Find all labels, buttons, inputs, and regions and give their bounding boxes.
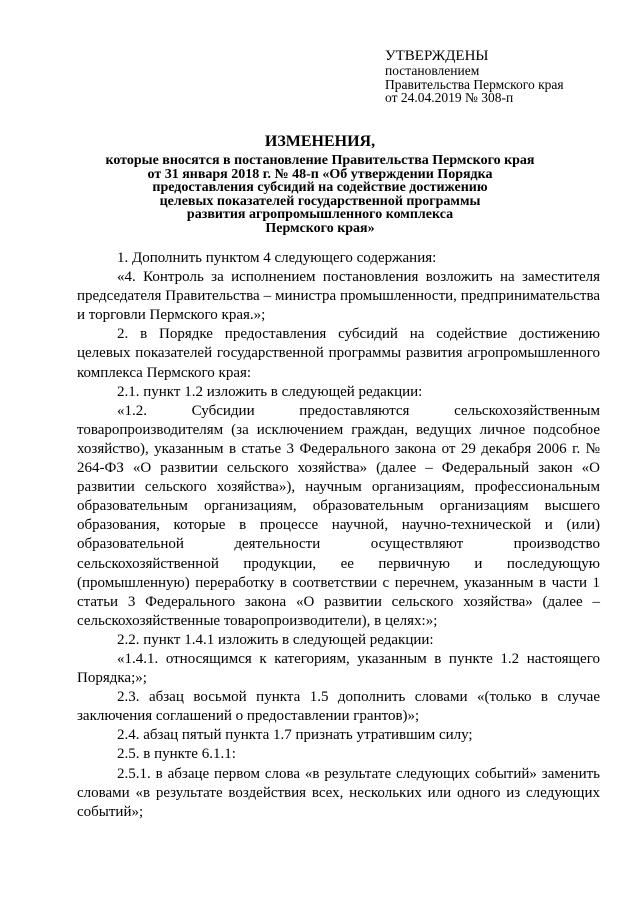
paragraph: «4. Контроль за исполнением постановления возложить на заместителя председателя Правительства – министра промышленности, предпринимательства и торговли Пермского края.»; [77, 269, 600, 324]
paragraph: 2.5. в пункте 6.1.1: [117, 746, 236, 763]
paragraph: «1.4.1. относящимся к категориям, указанным в пункте 1.2 настоящего Порядка;»; [77, 650, 600, 687]
paragraph: 2.5.1. в абзаце первом слова «в результате следующих событий» заменить словами «в результате воздействия всех, нескольких или одного из следующих событий»; [77, 765, 600, 820]
approval-stamp [385, 48, 625, 105]
approval-line: Правительства Пермского края [385, 76, 564, 92]
subtitle-line: которые вносятся в постановление Правительства Пермского края [105, 153, 535, 168]
document-title: ИЗМЕНЕНИЯ, [264, 133, 376, 150]
paragraph: 2.4. абзац пятый пункта 1.7 признать утратившим силу; [117, 727, 473, 744]
paragraph: 1. Дополнить пунктом 4 следующего содержания: [117, 250, 437, 266]
approval-line: от 24.04.2019 № 308-п [385, 90, 514, 105]
subtitle-line: целевых показателей государственной программы [159, 193, 481, 209]
approval-line: постановлением [385, 63, 480, 78]
paragraph: 2.1. пункт 1.2 изложить в следующей редакции: [117, 383, 423, 400]
document-subtitle [80, 154, 560, 235]
subtitle-line: развития агропромышленного комплекса [186, 207, 454, 222]
paragraph: «1.2. Субсидии предоставляются сельскохозяйственным товаропроизводителям (за исключением граждан, ведущих личное подсобное хозяйство), указанным в статье 3 Федерального закона от 29 декабря 2006 г. № 264-ФЗ «О развитии сельского хозяйства» (далее – Федеральный закон «О развитии сельского хозяйства»), научным организациям, профессиональным образовательным организациям, образовательным организациям высшего образования, которые в процессе научной, научно-технической и (или) образовательной деятельности осуществляют производство сельскохозяйственной продукции, ее первичную и последующую (промышленную) переработку в соответствии с перечнем, указанным в части 1 статьи 3 Федерального закона «О развитии сельского хозяйства» (далее – сельскохозяйственные товаропроизводители), в целях:»; [77, 402, 600, 629]
paragraph: 2.3. абзац восьмой пункта 1.5 дополнить словами «(только в случае заключения соглашений о предоставлении грантов)»; [77, 689, 600, 725]
document-body [77, 249, 600, 822]
subtitle-line: от 31 января 2018 г. № 48-п «Об утверждении Порядка [147, 166, 493, 182]
paragraph: 2. в Порядке предоставления субсидий на содействие достижению целевых показателей государственной программы развития агропромышленного комплекса Пермского края: [77, 326, 600, 381]
paragraph: 2.2. пункт 1.4.1 изложить в следующей редакции: [117, 631, 434, 648]
subtitle-line: Пермского края» [265, 220, 375, 236]
subtitle-line: предоставления субсидий на содействие достижению [152, 180, 488, 195]
approval-heading: УТВЕРЖДЕНЫ [385, 48, 489, 64]
